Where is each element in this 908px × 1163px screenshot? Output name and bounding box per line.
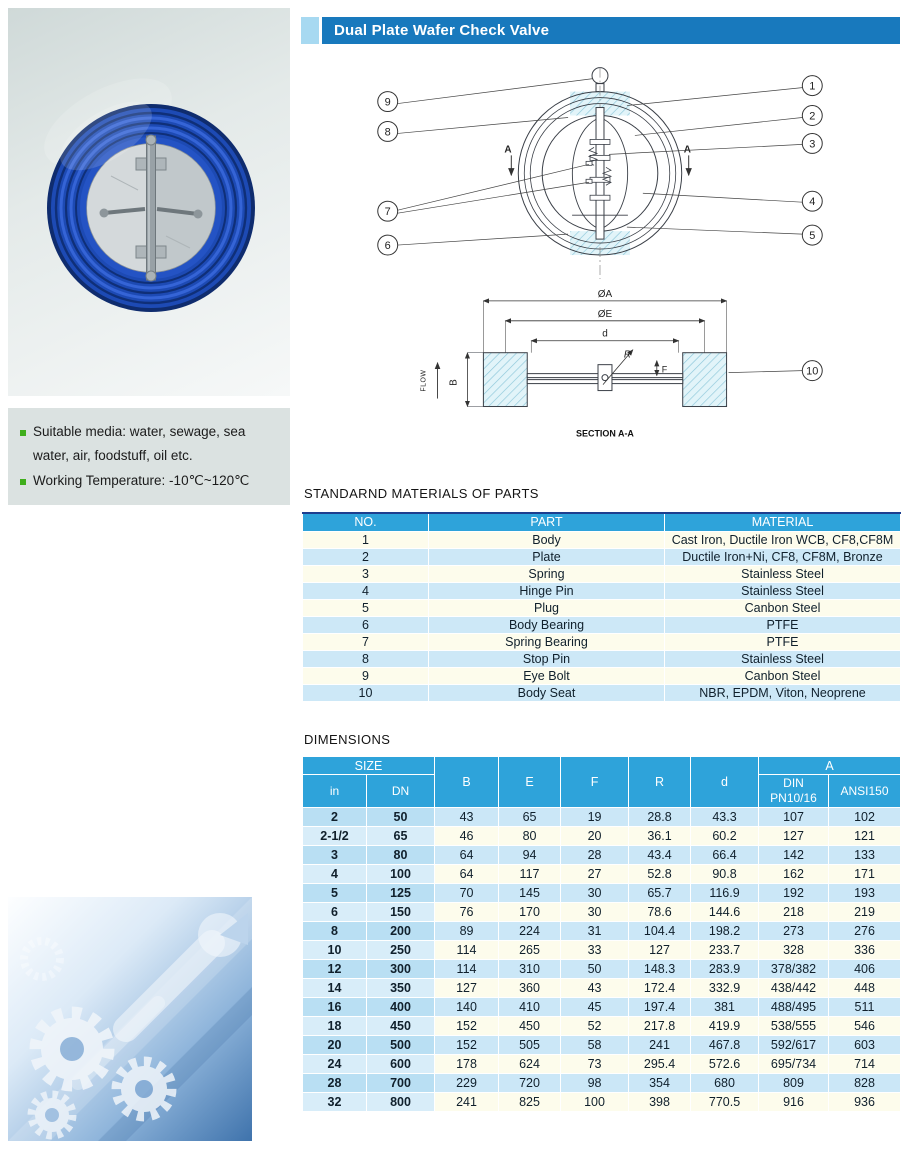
materials-part-cell: Body Seat bbox=[429, 684, 665, 701]
dim-b-cell: 152 bbox=[435, 1036, 499, 1055]
valve-hinge-pin bbox=[147, 136, 156, 280]
dim-b-cell: 178 bbox=[435, 1055, 499, 1074]
dimensions-table-body bbox=[303, 808, 901, 1112]
dim-f-cell: 58 bbox=[561, 1036, 629, 1055]
dim-in-cell: 4 bbox=[303, 865, 367, 884]
dim-e-cell: 825 bbox=[499, 1093, 561, 1112]
materials-table-body bbox=[303, 531, 901, 701]
dim-in-cell: 18 bbox=[303, 1017, 367, 1036]
materials-row bbox=[303, 531, 901, 548]
dim-b-cell: 46 bbox=[435, 827, 499, 846]
materials-part-cell: Body bbox=[429, 531, 665, 548]
product-photo-panel bbox=[8, 8, 290, 396]
dim-dn-cell: 80 bbox=[367, 846, 435, 865]
dim-ansi-cell: 102 bbox=[829, 808, 901, 827]
dimensions-row bbox=[303, 998, 901, 1017]
dimensions-row bbox=[303, 941, 901, 960]
dimensions-heading: DIMENSIONS bbox=[304, 732, 391, 747]
valve-drawing bbox=[306, 52, 894, 478]
dim-header-d: d bbox=[691, 757, 759, 808]
dim-d-cell: 144.6 bbox=[691, 903, 759, 922]
dim-dn-cell: 600 bbox=[367, 1055, 435, 1074]
dim-f-cell: 30 bbox=[561, 903, 629, 922]
dim-r-cell: 104.4 bbox=[629, 922, 691, 941]
materials-no-cell: 3 bbox=[303, 565, 429, 582]
dim-r-cell: 36.1 bbox=[629, 827, 691, 846]
dim-din-cell: 107 bbox=[759, 808, 829, 827]
dim-b-cell: 114 bbox=[435, 941, 499, 960]
dim-label-b: B bbox=[448, 379, 460, 386]
section-marker-label-right: A bbox=[683, 144, 691, 156]
materials-material-cell: Stainless Steel bbox=[665, 565, 901, 582]
bullet-icon bbox=[20, 479, 26, 485]
materials-header-row bbox=[303, 513, 901, 531]
dim-in-cell: 8 bbox=[303, 922, 367, 941]
materials-row bbox=[303, 582, 901, 599]
product-photo bbox=[8, 8, 290, 396]
materials-row bbox=[303, 548, 901, 565]
dim-r-cell: 217.8 bbox=[629, 1017, 691, 1036]
dim-b-cell: 229 bbox=[435, 1074, 499, 1093]
dim-ansi-cell: 546 bbox=[829, 1017, 901, 1036]
dim-d-cell: 116.9 bbox=[691, 884, 759, 903]
dimensions-row bbox=[303, 979, 901, 998]
dim-din-cell: 273 bbox=[759, 922, 829, 941]
dim-f-cell: 52 bbox=[561, 1017, 629, 1036]
dim-e-cell: 360 bbox=[499, 979, 561, 998]
materials-col-part: PART bbox=[429, 513, 665, 531]
dim-din-cell: 127 bbox=[759, 827, 829, 846]
dim-r-cell: 354 bbox=[629, 1074, 691, 1093]
dim-dn-cell: 250 bbox=[367, 941, 435, 960]
dim-d-cell: 233.7 bbox=[691, 941, 759, 960]
dim-d-cell: 90.8 bbox=[691, 865, 759, 884]
hinge-hub bbox=[598, 365, 612, 391]
dim-b-cell: 64 bbox=[435, 846, 499, 865]
dimensions-row bbox=[303, 865, 901, 884]
materials-material-cell: Ductile Iron+Ni, CF8, CF8M, Bronze bbox=[665, 548, 901, 565]
callout-4 bbox=[802, 191, 822, 211]
dim-r-cell: 78.6 bbox=[629, 903, 691, 922]
dim-ansi-cell: 714 bbox=[829, 1055, 901, 1074]
svg-text:2: 2 bbox=[809, 110, 816, 123]
dim-b-cell: 64 bbox=[435, 865, 499, 884]
svg-text:4: 4 bbox=[809, 196, 816, 209]
dim-dn-cell: 100 bbox=[367, 865, 435, 884]
dim-label-dia-e: ØE bbox=[597, 308, 613, 320]
dim-header-b: B bbox=[435, 757, 499, 808]
technical-drawing bbox=[306, 52, 894, 478]
dim-label-f: F bbox=[661, 364, 668, 375]
dim-header-f: F bbox=[561, 757, 629, 808]
dim-dn-cell: 50 bbox=[367, 808, 435, 827]
dim-label-r: R bbox=[623, 349, 632, 361]
dim-ansi-cell: 171 bbox=[829, 865, 901, 884]
dim-header-a: A bbox=[759, 757, 901, 775]
materials-no-cell: 8 bbox=[303, 650, 429, 667]
materials-col-no: NO. bbox=[303, 513, 429, 531]
materials-no-cell: 9 bbox=[303, 667, 429, 684]
title-bar bbox=[301, 17, 900, 44]
dim-f-cell: 31 bbox=[561, 922, 629, 941]
feature-item bbox=[20, 469, 280, 493]
dim-header-ansi: ANSI150 bbox=[829, 775, 901, 808]
callout-10 bbox=[802, 361, 822, 381]
materials-part-cell: Eye Bolt bbox=[429, 667, 665, 684]
dim-ansi-cell: 406 bbox=[829, 960, 901, 979]
dim-r-cell: 197.4 bbox=[629, 998, 691, 1017]
dim-b-cell: 241 bbox=[435, 1093, 499, 1112]
dim-d-cell: 381 bbox=[691, 998, 759, 1017]
callout-7 bbox=[378, 201, 398, 221]
materials-part-cell: Plate bbox=[429, 548, 665, 565]
materials-col-material: MATERIAL bbox=[665, 513, 901, 531]
callout-9 bbox=[378, 92, 398, 112]
dim-din-cell: 592/617 bbox=[759, 1036, 829, 1055]
dim-r-cell: 398 bbox=[629, 1093, 691, 1112]
feature-text: Working Temperature: -10℃~120℃ bbox=[33, 472, 250, 488]
materials-no-cell: 2 bbox=[303, 548, 429, 565]
dimensions-row bbox=[303, 1055, 901, 1074]
callout-8 bbox=[378, 121, 398, 141]
dim-e-cell: 94 bbox=[499, 846, 561, 865]
materials-row bbox=[303, 633, 901, 650]
materials-no-cell: 5 bbox=[303, 599, 429, 616]
dim-din-cell: 162 bbox=[759, 865, 829, 884]
gear-icon bbox=[32, 1095, 72, 1135]
dim-ansi-cell: 193 bbox=[829, 884, 901, 903]
dim-d-cell: 467.8 bbox=[691, 1036, 759, 1055]
svg-text:7: 7 bbox=[384, 206, 391, 219]
dimensions-row bbox=[303, 884, 901, 903]
dim-in-cell: 28 bbox=[303, 1074, 367, 1093]
dim-e-cell: 117 bbox=[499, 865, 561, 884]
svg-text:5: 5 bbox=[809, 230, 816, 243]
dim-din-cell: 328 bbox=[759, 941, 829, 960]
dim-dn-cell: 150 bbox=[367, 903, 435, 922]
section-marker-label-left: A bbox=[504, 144, 512, 156]
feature-text: Suitable media: water, sewage, sea water, air, foodstuff, oil etc. bbox=[33, 424, 246, 464]
dim-in-cell: 14 bbox=[303, 979, 367, 998]
materials-no-cell: 4 bbox=[303, 582, 429, 599]
gears-illustration bbox=[8, 897, 252, 1141]
dim-dn-cell: 65 bbox=[367, 827, 435, 846]
callout-3 bbox=[802, 133, 822, 153]
dim-e-cell: 410 bbox=[499, 998, 561, 1017]
materials-material-cell: Canbon Steel bbox=[665, 667, 901, 684]
dim-in-cell: 10 bbox=[303, 941, 367, 960]
materials-material-cell: PTFE bbox=[665, 616, 901, 633]
materials-material-cell: Stainless Steel bbox=[665, 582, 901, 599]
dim-din-cell: 488/495 bbox=[759, 998, 829, 1017]
title-accent-square bbox=[301, 17, 319, 44]
dimensions-row bbox=[303, 960, 901, 979]
dim-d-cell: 332.9 bbox=[691, 979, 759, 998]
dim-in-cell: 24 bbox=[303, 1055, 367, 1074]
materials-no-cell: 7 bbox=[303, 633, 429, 650]
dim-ansi-cell: 448 bbox=[829, 979, 901, 998]
dim-label-dia-a: ØA bbox=[597, 288, 613, 300]
dim-f-cell: 27 bbox=[561, 865, 629, 884]
materials-heading: STANDARND MATERIALS OF PARTS bbox=[304, 486, 539, 501]
callout-6 bbox=[378, 235, 398, 255]
dim-din-cell: 218 bbox=[759, 903, 829, 922]
dimensions-row bbox=[303, 808, 901, 827]
dim-header-dn: DN bbox=[367, 775, 435, 808]
dim-f-cell: 20 bbox=[561, 827, 629, 846]
dimensions-row bbox=[303, 846, 901, 865]
section-view bbox=[438, 301, 727, 407]
dim-header-din: DIN PN10/16 bbox=[759, 775, 829, 808]
callout-2 bbox=[802, 106, 822, 126]
dimensions-row bbox=[303, 1036, 901, 1055]
dim-e-cell: 80 bbox=[499, 827, 561, 846]
dim-in-cell: 12 bbox=[303, 960, 367, 979]
dimensions-row bbox=[303, 903, 901, 922]
dim-dn-cell: 300 bbox=[367, 960, 435, 979]
dim-f-cell: 43 bbox=[561, 979, 629, 998]
dim-f-cell: 28 bbox=[561, 846, 629, 865]
dim-f-cell: 33 bbox=[561, 941, 629, 960]
dim-din-cell: 378/382 bbox=[759, 960, 829, 979]
dim-f-cell: 98 bbox=[561, 1074, 629, 1093]
materials-no-cell: 6 bbox=[303, 616, 429, 633]
materials-material-cell: NBR, EPDM, Viton, Neoprene bbox=[665, 684, 901, 701]
dim-r-cell: 52.8 bbox=[629, 865, 691, 884]
dimensions-row bbox=[303, 1017, 901, 1036]
dim-d-cell: 680 bbox=[691, 1074, 759, 1093]
dimensions-row bbox=[303, 1074, 901, 1093]
dim-din-cell: 538/555 bbox=[759, 1017, 829, 1036]
materials-part-cell: Stop Pin bbox=[429, 650, 665, 667]
dim-ansi-cell: 511 bbox=[829, 998, 901, 1017]
dim-b-cell: 76 bbox=[435, 903, 499, 922]
materials-row bbox=[303, 565, 901, 582]
dim-r-cell: 295.4 bbox=[629, 1055, 691, 1074]
dimensions-row bbox=[303, 1093, 901, 1112]
dim-d-cell: 283.9 bbox=[691, 960, 759, 979]
materials-material-cell: PTFE bbox=[665, 633, 901, 650]
dim-e-cell: 450 bbox=[499, 1017, 561, 1036]
materials-part-cell: Hinge Pin bbox=[429, 582, 665, 599]
dim-r-cell: 241 bbox=[629, 1036, 691, 1055]
dim-f-cell: 19 bbox=[561, 808, 629, 827]
dim-e-cell: 265 bbox=[499, 941, 561, 960]
svg-text:10: 10 bbox=[806, 365, 819, 378]
dim-b-cell: 140 bbox=[435, 998, 499, 1017]
dim-in-cell: 2 bbox=[303, 808, 367, 827]
front-view bbox=[518, 68, 681, 279]
dim-header-row-1 bbox=[303, 757, 901, 775]
dim-in-cell: 2-1/2 bbox=[303, 827, 367, 846]
svg-text:1: 1 bbox=[809, 80, 816, 93]
dim-f-cell: 50 bbox=[561, 960, 629, 979]
materials-part-cell: Spring Bearing bbox=[429, 633, 665, 650]
dim-r-cell: 127 bbox=[629, 941, 691, 960]
dim-dn-cell: 500 bbox=[367, 1036, 435, 1055]
callout-1 bbox=[802, 76, 822, 96]
dim-din-cell: 438/442 bbox=[759, 979, 829, 998]
materials-row bbox=[303, 616, 901, 633]
dim-din-cell: 916 bbox=[759, 1093, 829, 1112]
materials-table bbox=[302, 512, 901, 702]
materials-part-cell: Plug bbox=[429, 599, 665, 616]
dim-ansi-cell: 219 bbox=[829, 903, 901, 922]
dimensions-row bbox=[303, 827, 901, 846]
callout-5 bbox=[802, 225, 822, 245]
materials-part-cell: Spring bbox=[429, 565, 665, 582]
dim-d-cell: 66.4 bbox=[691, 846, 759, 865]
dim-header-e: E bbox=[499, 757, 561, 808]
dim-ansi-cell: 133 bbox=[829, 846, 901, 865]
dim-dn-cell: 125 bbox=[367, 884, 435, 903]
dim-d-cell: 43.3 bbox=[691, 808, 759, 827]
feature-item bbox=[20, 420, 280, 469]
dim-r-cell: 148.3 bbox=[629, 960, 691, 979]
gears-artwork bbox=[8, 897, 252, 1141]
dim-dn-cell: 200 bbox=[367, 922, 435, 941]
dim-ansi-cell: 336 bbox=[829, 941, 901, 960]
dim-din-cell: 695/734 bbox=[759, 1055, 829, 1074]
dim-din-cell: 142 bbox=[759, 846, 829, 865]
dim-dn-cell: 800 bbox=[367, 1093, 435, 1112]
dim-dn-cell: 350 bbox=[367, 979, 435, 998]
svg-text:3: 3 bbox=[809, 138, 816, 151]
dim-d-cell: 198.2 bbox=[691, 922, 759, 941]
dim-e-cell: 224 bbox=[499, 922, 561, 941]
dim-header-r: R bbox=[629, 757, 691, 808]
dim-ansi-cell: 936 bbox=[829, 1093, 901, 1112]
section-caption: SECTION A-A bbox=[576, 428, 634, 439]
dim-e-cell: 145 bbox=[499, 884, 561, 903]
dim-d-cell: 419.9 bbox=[691, 1017, 759, 1036]
dim-header-size: SIZE bbox=[303, 757, 435, 775]
dim-in-cell: 20 bbox=[303, 1036, 367, 1055]
dim-f-cell: 30 bbox=[561, 884, 629, 903]
dim-ansi-cell: 603 bbox=[829, 1036, 901, 1055]
dim-b-cell: 70 bbox=[435, 884, 499, 903]
dim-in-cell: 5 bbox=[303, 884, 367, 903]
dim-label-d: d bbox=[602, 328, 608, 340]
dim-b-cell: 152 bbox=[435, 1017, 499, 1036]
svg-text:6: 6 bbox=[384, 240, 391, 253]
dim-header-in: in bbox=[303, 775, 367, 808]
svg-text:9: 9 bbox=[384, 96, 391, 109]
dim-f-cell: 100 bbox=[561, 1093, 629, 1112]
dim-in-cell: 32 bbox=[303, 1093, 367, 1112]
dim-e-cell: 310 bbox=[499, 960, 561, 979]
dim-ansi-cell: 828 bbox=[829, 1074, 901, 1093]
dim-dn-cell: 400 bbox=[367, 998, 435, 1017]
dim-d-cell: 770.5 bbox=[691, 1093, 759, 1112]
dim-b-cell: 114 bbox=[435, 960, 499, 979]
materials-no-cell: 1 bbox=[303, 531, 429, 548]
dim-b-cell: 43 bbox=[435, 808, 499, 827]
dim-r-cell: 172.4 bbox=[629, 979, 691, 998]
dim-e-cell: 65 bbox=[499, 808, 561, 827]
dim-f-cell: 73 bbox=[561, 1055, 629, 1074]
materials-row bbox=[303, 684, 901, 701]
dim-in-cell: 6 bbox=[303, 903, 367, 922]
dim-e-cell: 505 bbox=[499, 1036, 561, 1055]
dimensions-row bbox=[303, 922, 901, 941]
dim-ansi-cell: 276 bbox=[829, 922, 901, 941]
body-flange-left bbox=[483, 353, 527, 407]
dim-in-cell: 3 bbox=[303, 846, 367, 865]
dimensions-table bbox=[302, 756, 901, 1112]
dim-f-cell: 45 bbox=[561, 998, 629, 1017]
materials-material-cell: Canbon Steel bbox=[665, 599, 901, 616]
dim-dn-cell: 450 bbox=[367, 1017, 435, 1036]
materials-material-cell: Cast Iron, Ductile Iron WCB, CF8,CF8M bbox=[665, 531, 901, 548]
dim-d-cell: 572.6 bbox=[691, 1055, 759, 1074]
dim-d-cell: 60.2 bbox=[691, 827, 759, 846]
materials-no-cell: 10 bbox=[303, 684, 429, 701]
dim-e-cell: 170 bbox=[499, 903, 561, 922]
bullet-icon bbox=[20, 430, 26, 436]
page-title: Dual Plate Wafer Check Valve bbox=[322, 17, 900, 44]
dim-r-cell: 43.4 bbox=[629, 846, 691, 865]
dim-b-cell: 89 bbox=[435, 922, 499, 941]
materials-row bbox=[303, 599, 901, 616]
materials-row bbox=[303, 650, 901, 667]
materials-part-cell: Body Bearing bbox=[429, 616, 665, 633]
svg-text:8: 8 bbox=[384, 126, 391, 139]
body-flange-right bbox=[683, 353, 727, 407]
dim-r-cell: 28.8 bbox=[629, 808, 691, 827]
features-box bbox=[8, 408, 290, 505]
materials-row bbox=[303, 667, 901, 684]
dim-din-cell: 192 bbox=[759, 884, 829, 903]
dim-din-cell: 809 bbox=[759, 1074, 829, 1093]
dim-in-cell: 16 bbox=[303, 998, 367, 1017]
dim-r-cell: 65.7 bbox=[629, 884, 691, 903]
materials-material-cell: Stainless Steel bbox=[665, 650, 901, 667]
dim-e-cell: 720 bbox=[499, 1074, 561, 1093]
dim-dn-cell: 700 bbox=[367, 1074, 435, 1093]
dim-e-cell: 624 bbox=[499, 1055, 561, 1074]
dim-ansi-cell: 121 bbox=[829, 827, 901, 846]
flow-label: FLOW bbox=[420, 369, 428, 392]
dim-b-cell: 127 bbox=[435, 979, 499, 998]
